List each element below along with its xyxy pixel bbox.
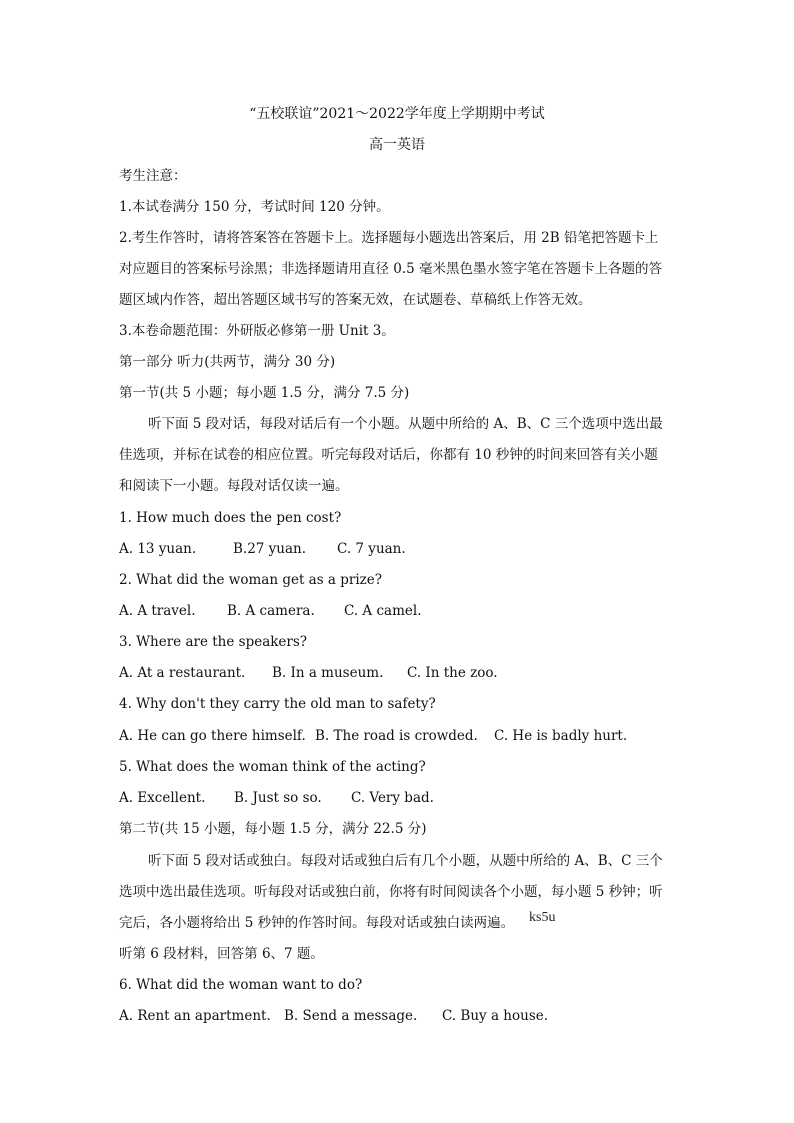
answer-options [119, 1006, 679, 1026]
option-a: A. A travel. [119, 603, 196, 619]
option-b: B.27 yuan. [233, 541, 307, 557]
question-stem: 1. How much does the pen cost? [119, 510, 342, 526]
answer-options [119, 663, 679, 683]
answer-options [119, 788, 679, 808]
option-c: C. In the zoo. [407, 665, 498, 681]
question-stem: 3. Where are the speakers? [119, 634, 308, 650]
instruction-line: 和阅读下一小题。每段对话仅读一遍。 [119, 478, 349, 494]
option-c: C. 7 yuan. [337, 541, 406, 557]
exam-title: “五校联谊”2021～2022学年度上学期期中考试 [249, 106, 545, 122]
exam-subject: 高一英语 [369, 137, 425, 153]
notice-heading: 考生注意： [119, 168, 187, 184]
option-c: C. Very bad. [351, 790, 434, 806]
instruction-line: 听下面 5 段对话或独白。每段对话或独白后有几个小题，从题中所给的 A、B、C 三个 [148, 853, 663, 869]
question-stem: 6. What did the woman want to do? [119, 977, 363, 993]
option-c: C. A camel. [344, 603, 422, 619]
answer-options [119, 726, 679, 746]
material-note: 听第 6 段材料，回答第 6、7 题。 [119, 946, 324, 962]
option-a: A. At a restaurant. [119, 665, 246, 681]
instruction-line: 听下面 5 段对话，每段对话后有一个小题。从题中所给的 A、B、C 三个选项中选出最 [148, 416, 663, 432]
option-c: C. He is badly hurt. [494, 728, 628, 744]
instruction-line: 佳选项，并标在试卷的相应位置。听完每段对话后，你都有 10 秒钟的时间来回答有关小题 [119, 447, 658, 463]
question-stem: 5. What does the woman think of the acting? [119, 759, 426, 775]
instruction-line: 完后，各小题将给出 5 秒钟的作答时间。每段对话或独白读两遍。 [119, 915, 515, 931]
notice-item: 2.考生作答时，请将答案答在答题卡上。选择题每小题选出答案后，用 2B 铅笔把答题卡上 [119, 230, 659, 246]
notice-item: 1.本试卷满分 150 分，考试时间 120 分钟。 [119, 199, 390, 215]
notice-item: 3.本卷命题范围：外研版必修第一册 Unit 3。 [119, 323, 395, 339]
question-stem: 4. Why don't they carry the old man to safety? [119, 696, 436, 712]
notice-item: 题区域内作答，超出答题区域书写的答案无效，在试题卷、草稿纸上作答无效。 [119, 292, 592, 308]
option-a: A. Excellent. [119, 790, 206, 806]
instruction-line: 选项中选出最佳选项。听每段对话或独白前，你将有时间阅读各个小题，每小题 5 秒钟；听 [119, 884, 663, 900]
watermark-text: ks5u [529, 910, 556, 925]
answer-options [119, 601, 679, 621]
option-a: A. He can go there himself. [119, 728, 306, 744]
option-b: B. Send a message. [284, 1008, 418, 1024]
answer-options [119, 539, 679, 559]
option-c: C. Buy a house. [442, 1008, 549, 1024]
option-b: B. The road is crowded. [315, 728, 478, 744]
option-b: B. Just so so. [234, 790, 322, 806]
part-heading: 第一部分 听力(共两节，满分 30 分) [119, 354, 336, 370]
section-heading: 第二节(共 15 小题，每小题 1.5 分，满分 22.5 分) [119, 821, 427, 837]
question-stem: 2. What did the woman get as a prize? [119, 572, 383, 588]
option-b: B. In a museum. [272, 665, 384, 681]
option-b: B. A camera. [227, 603, 315, 619]
notice-item: 对应题目的答案标号涂黑；非选择题请用直径 0.5 毫米黑色墨水签字笔在答题卡上各题的答 [119, 261, 663, 277]
section-heading: 第一节(共 5 小题；每小题 1.5 分，满分 7.5 分) [119, 385, 410, 401]
option-a: A. Rent an apartment. [119, 1008, 271, 1024]
option-a: A. 13 yuan. [119, 541, 197, 557]
